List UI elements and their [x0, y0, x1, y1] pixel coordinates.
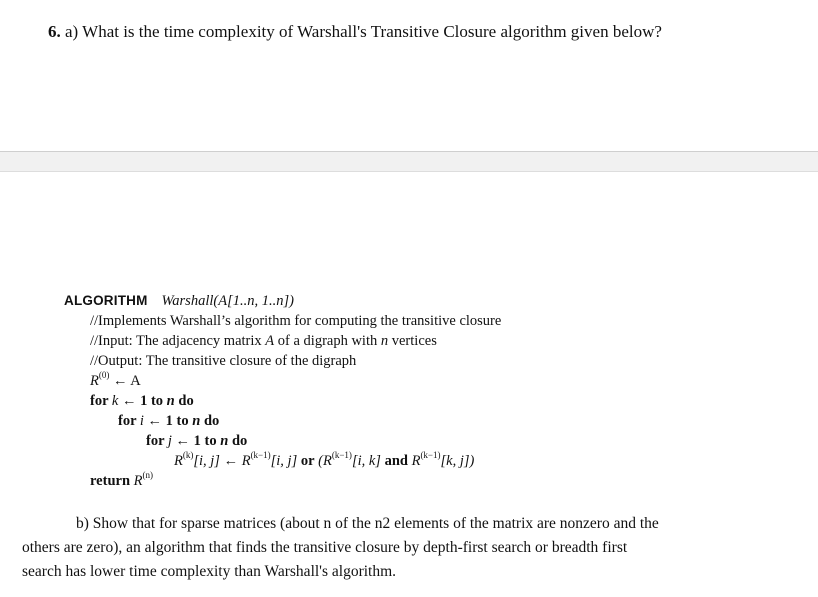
for-j-do: do: [228, 433, 248, 449]
question-b-line-3: search has lower time complexity than Warshall's algorithm.: [22, 563, 397, 580]
algorithm-for-j: [64, 431, 501, 451]
comment-input-n: n: [380, 333, 389, 349]
update-t4: [i, k]: [351, 453, 385, 469]
question-a: [48, 22, 662, 42]
algorithm-init: [64, 371, 501, 391]
update-t2: [i, j]: [270, 453, 301, 469]
update-or: or: [300, 453, 315, 469]
return-keyword: return: [90, 473, 134, 489]
update-r1: R: [174, 453, 183, 469]
for-i-var: i: [139, 413, 144, 429]
return-r: R: [133, 473, 143, 489]
for-j-keyword: for: [146, 433, 168, 449]
question-number: 6.: [48, 22, 61, 41]
for-j-range: ← 1 to: [171, 433, 221, 449]
for-i-keyword: for: [118, 413, 140, 429]
question-b-line-1: b) Show that for sparse matrices (about n of the n2 elements of the matrix are nonzero and the: [76, 515, 659, 532]
question-a-text: a) What is the time complexity of Warshall's Transitive Closure algorithm given below?: [60, 22, 662, 41]
algorithm-comment-input: [64, 331, 501, 351]
init-r: R: [90, 373, 99, 389]
update-sup4: (k−1): [420, 450, 441, 461]
algorithm-comment-implements: //Implements Warshall’s algorithm for computing the transitive closure: [90, 313, 502, 329]
update-t1: [i, j] ← R: [193, 453, 251, 469]
algorithm-for-i: [64, 411, 501, 431]
algorithm-return: [64, 471, 501, 491]
comment-input-var: A: [265, 333, 275, 349]
algorithm-update: [64, 451, 501, 471]
for-k-range: ← 1 to: [118, 393, 167, 409]
update-t6: [k, j]): [440, 453, 475, 469]
for-k-keyword: for: [90, 393, 112, 409]
comment-input-mid: of a digraph with: [274, 333, 381, 349]
return-sup: (n): [142, 470, 153, 481]
for-k-var: k: [111, 393, 119, 409]
update-sup3: (k−1): [331, 450, 352, 461]
update-t3: (R: [314, 453, 332, 469]
comment-input-post: vertices: [388, 333, 437, 349]
algorithm-header: [64, 291, 501, 311]
init-rest: ← A: [109, 373, 141, 389]
question-b: [22, 512, 782, 584]
algorithm-block: [64, 291, 501, 491]
for-i-do: do: [200, 413, 220, 429]
for-k-n: n: [166, 393, 175, 409]
update-t5: R: [407, 453, 421, 469]
update-and: and: [384, 453, 408, 469]
page-separator: [0, 151, 818, 172]
algorithm-for-k: [64, 391, 501, 411]
for-k-do: do: [174, 393, 194, 409]
update-sup1: (k): [182, 450, 194, 461]
for-i-range: ← 1 to: [143, 413, 193, 429]
update-sup2: (k−1): [250, 450, 271, 461]
algorithm-comment-output: //Output: The transitive closure of the digraph: [90, 353, 357, 369]
for-i-n: n: [192, 413, 201, 429]
question-b-line-2: others are zero), an algorithm that finds the transitive closure by depth-first search or breadth first: [22, 539, 628, 556]
comment-input-text: //Input: The adjacency matrix: [90, 333, 266, 349]
algorithm-signature: Warshall(A[1..n, 1..n]): [161, 293, 294, 309]
for-j-n: n: [220, 433, 229, 449]
init-sup: (0): [98, 370, 110, 381]
for-j-var: j: [167, 433, 172, 449]
algorithm-keyword: ALGORITHM: [64, 293, 148, 308]
